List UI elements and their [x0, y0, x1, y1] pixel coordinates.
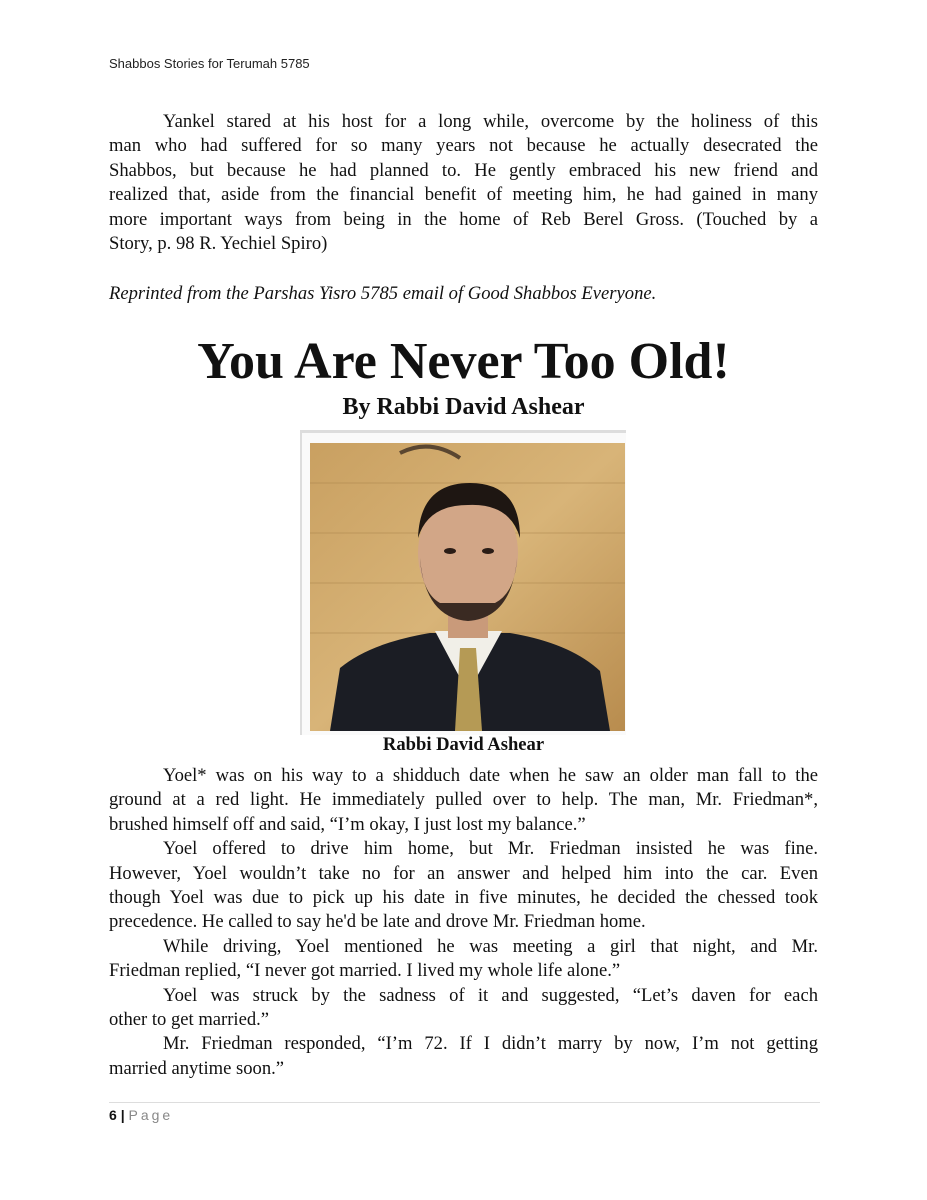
- article-byline: By Rabbi David Ashear: [342, 394, 585, 420]
- text-line: Shabbos, but because he had planned to. He gently embraced his new friend and: [109, 159, 818, 181]
- previous-story-text: [109, 110, 818, 256]
- article-body: [109, 764, 818, 1081]
- text-line: married anytime soon.”: [109, 1057, 285, 1079]
- page-number: 6: [109, 1107, 117, 1123]
- text-line: However, Yoel wouldn’t take no for an answer and helped him into the car. Even: [109, 862, 818, 884]
- running-header: Shabbos Stories for Terumah 5785: [109, 56, 310, 71]
- text-line: Yoel* was on his way to a shidduch date when he saw an older man fall to the: [163, 765, 818, 786]
- text-line: Friedman replied, “I never got married. I lived my whole life alone.”: [109, 960, 621, 982]
- reprint-credit-text: Reprinted from the Parshas Yisro 5785 email of Good Shabbos Everyone.: [109, 283, 657, 304]
- text-line: Yoel was struck by the sadness of it and suggested, “Let’s daven for each: [163, 984, 818, 1006]
- text-line: man who had suffered for so many years not because he actually desecrated the: [109, 135, 818, 157]
- text-line: While driving, Yoel mentioned he was meeting a girl that night, and Mr.: [163, 935, 818, 957]
- page-separator: |: [120, 1107, 125, 1123]
- page-label: Page: [128, 1107, 174, 1123]
- author-photo: [310, 443, 625, 731]
- text-line: Mr. Friedman responded, “I’m 72. If I didn’t marry by now, I’m not getting: [163, 1033, 818, 1055]
- text-line: ground at a red light. He immediately pulled over to help. The man, Mr. Friedman*,: [109, 789, 818, 811]
- text-line: though Yoel was due to pick up his date in five minutes, he decided the chessed took: [109, 886, 818, 908]
- text-line: precedence. He called to say he'd be late and drove Mr. Friedman home.: [109, 911, 646, 933]
- text-line: more important ways from being in the home of Reb Berel Gross. (Touched by a: [109, 208, 818, 230]
- text-line: Yoel offered to drive him home, but Mr. Friedman insisted he was fine.: [163, 838, 818, 860]
- reprint-credit: [109, 282, 818, 306]
- text-line: brushed himself off and said, “I’m okay, I just lost my balance.”: [109, 813, 586, 835]
- footer-divider: [109, 1102, 820, 1103]
- page-footer: [109, 1107, 173, 1123]
- article-title: You Are Never Too Old!: [197, 333, 730, 390]
- text-line: other to get married.”: [109, 1008, 270, 1030]
- text-line: Story, p. 98 R. Yechiel Spiro): [109, 232, 328, 254]
- photo-caption: Rabbi David Ashear: [382, 734, 545, 755]
- text-line: Yankel stared at his host for a long while, overcome by the holiness of this: [163, 111, 818, 132]
- text-line: realized that, aside from the financial benefit of meeting him, he had gained in many: [109, 184, 818, 206]
